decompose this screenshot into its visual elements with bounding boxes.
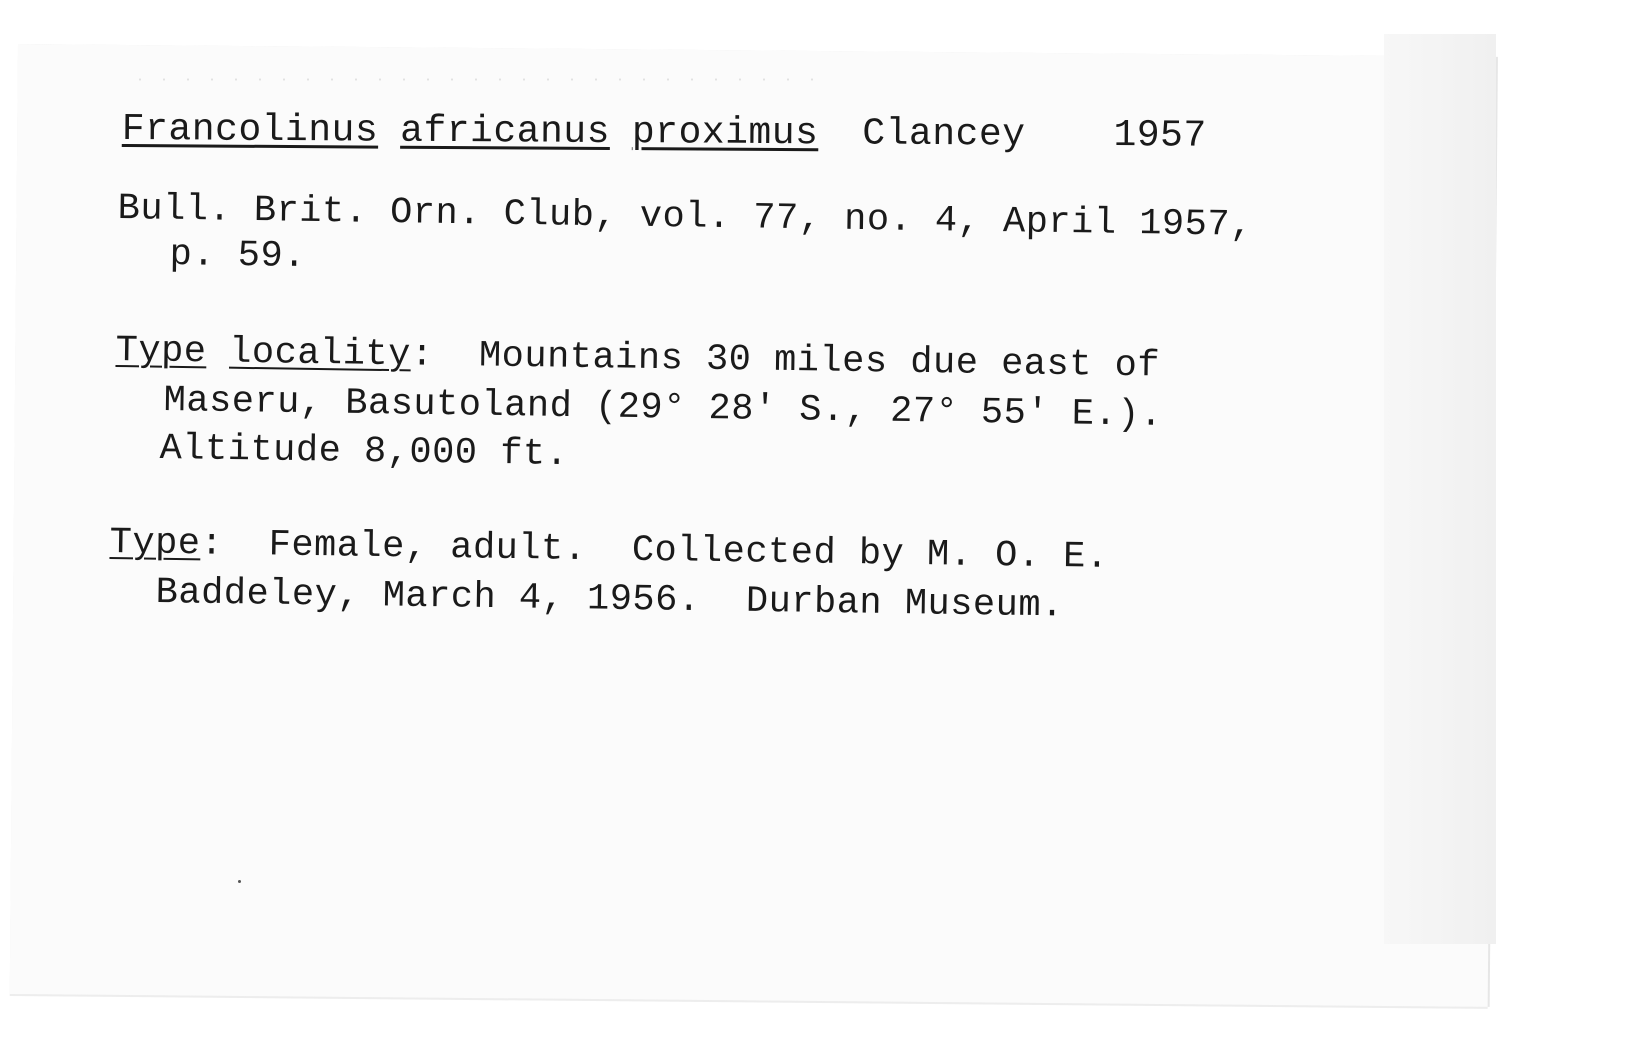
type-colon: : — [200, 523, 224, 566]
citation-line-2: p. 59. — [169, 234, 307, 279]
taxon-title — [122, 108, 1207, 158]
type-locality-line-2: Maseru, Basutoland (29° 28' S., 27° 55' E.). — [163, 380, 1163, 437]
dust-speck — [238, 880, 241, 883]
perforation-dots — [128, 78, 828, 81]
type-line-2: Baddeley, March 4, 1956. Durban Museum. — [155, 572, 1065, 628]
genus-name: Francolinus — [121, 108, 379, 153]
type-locality-label-type: Type — [115, 330, 207, 374]
subspecies-name: proximus — [631, 111, 819, 156]
citation-line-1: Bull. Brit. Orn. Club, vol. 77, no. 4, April 1957, — [117, 188, 1254, 247]
author-name: Clancey — [862, 112, 1026, 157]
type-locality-line-3: Altitude 8,000 ft. — [159, 428, 569, 477]
type-locality-colon: : — [410, 334, 434, 377]
type-label: Type — [109, 522, 201, 566]
type-locality-text: Mountains 30 miles due east of — [478, 335, 1161, 388]
type-locality-label-locality: locality — [228, 331, 412, 377]
card-shadow-edge — [1384, 34, 1496, 944]
type-text: Female, adult. Collected by M. O. E. — [268, 524, 1109, 579]
species-name: africanus — [400, 109, 611, 154]
publication-year: 1957 — [1113, 114, 1207, 158]
